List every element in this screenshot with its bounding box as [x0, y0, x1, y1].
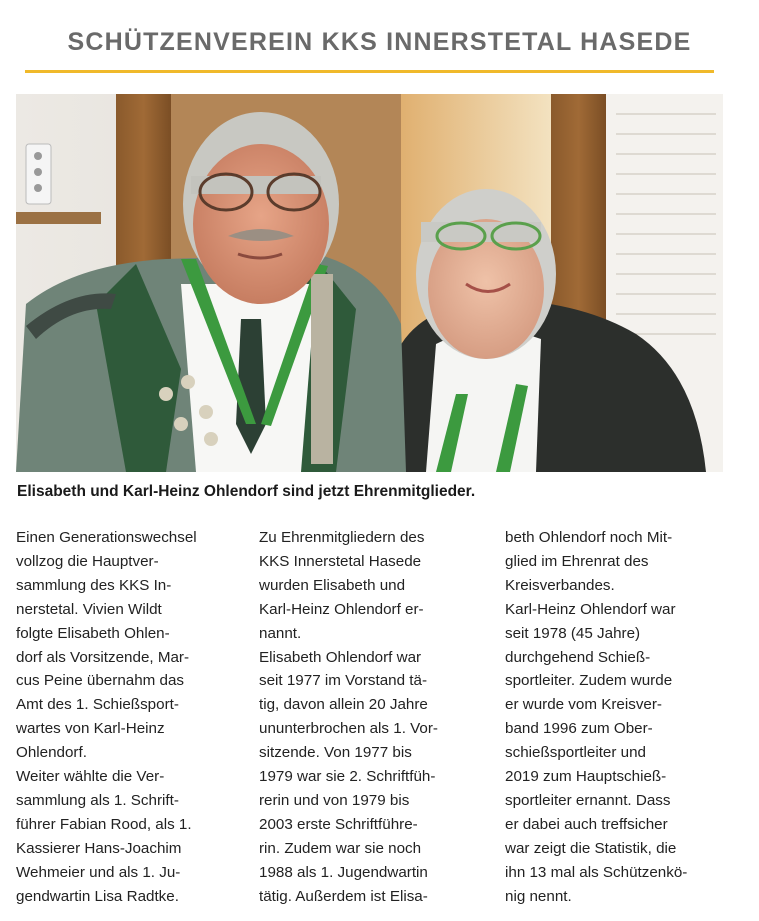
text-line: Elisabeth Ohlendorf war: [259, 648, 422, 666]
text-line: führer Fabian Rood, als 1.: [16, 815, 192, 833]
text-line: 1979 war sie 2. Schriftfüh-: [259, 768, 436, 786]
text-line: Kassierer Hans-Joachim: [16, 839, 182, 857]
text-line: durchgehend Schieß-: [505, 648, 651, 666]
text-line: dorf als Vorsitzende, Mar-: [16, 648, 190, 666]
text-line: Zu Ehrenmitgliedern des: [259, 529, 425, 546]
text-line: rerin und von 1979 bis: [259, 791, 410, 809]
text-line: 2003 erste Schriftführe-: [259, 815, 418, 833]
text-line: ununterbrochen als 1. Vor-: [259, 720, 438, 738]
text-line: Weiter wählte die Ver-: [16, 768, 165, 786]
text-line: wurden Elisabeth und: [259, 576, 406, 594]
text-line: Karl-Heinz Ohlendorf war: [505, 600, 676, 618]
text-line: rin. Zudem war sie noch: [259, 839, 422, 857]
text-line: beth Ohlendorf noch Mit-: [505, 529, 673, 546]
text-line: seit 1978 (45 Jahre): [505, 624, 641, 642]
text-line: nerstetal. Vivien Wildt: [16, 600, 162, 618]
text-line: sammlung des KKS In-: [16, 576, 172, 594]
text-line: tätig. Außerdem ist Elisa-: [259, 887, 428, 905]
text-line: KKS Innerstetal Hasede: [259, 552, 422, 570]
text-line: seit 1977 im Vorstand tä-: [259, 672, 427, 690]
text-line: war zeigt die Statistik, die: [505, 839, 677, 857]
text-line: band 1996 zum Ober-: [505, 720, 653, 738]
text-line: schießsportleiter und: [505, 744, 646, 762]
text-line: glied im Ehrenrat des: [505, 552, 649, 570]
text-line: tig, davon allein 20 Jahre: [259, 696, 428, 714]
text-line: Wehmeier und als 1. Ju-: [16, 863, 181, 881]
text-line: Karl-Heinz Ohlendorf er-: [259, 600, 424, 618]
text-line: Kreisverbandes.: [505, 576, 615, 594]
article-column-1: [16, 526, 251, 909]
text-line: er dabei auch treffsicher: [505, 815, 668, 833]
text-line: sportleiter ernannt. Dass: [505, 791, 671, 809]
text-line: sportleiter. Zudem wurde: [505, 672, 673, 690]
text-line: wartes von Karl-Heinz: [16, 720, 165, 738]
text-line: nig nennt.: [505, 887, 572, 905]
text-line: vollzog die Hauptver-: [16, 552, 159, 570]
text-line: 2019 zum Hauptschieß-: [505, 768, 667, 786]
article-headline: SCHÜTZENVEREIN KKS INNERSTETAL HASEDE: [67, 28, 692, 56]
headline-rule: [25, 70, 714, 73]
article-photo: [16, 94, 723, 472]
text-line: sitzende. Von 1977 bis: [259, 744, 412, 762]
text-line: cus Peine übernahm das: [16, 672, 185, 690]
text-line: Einen Generationswechsel: [16, 529, 197, 546]
text-line: sammlung als 1. Schrift-: [16, 791, 179, 809]
text-line: Amt des 1. Schießsport-: [16, 696, 179, 714]
article-column-3: [505, 526, 740, 909]
text-line: Ohlendorf.: [16, 744, 87, 762]
article-column-2: [259, 526, 494, 909]
photo-caption: Elisabeth und Karl-Heinz Ohlendorf sind jetzt Ehrenmitglieder.: [17, 483, 476, 500]
text-line: ihn 13 mal als Schützenkö-: [505, 863, 688, 881]
text-line: folgte Elisabeth Ohlen-: [16, 624, 170, 642]
text-line: er wurde vom Kreisver-: [505, 696, 662, 714]
text-line: 1988 als 1. Jugendwartin: [259, 863, 428, 881]
text-line: nannt.: [259, 624, 302, 642]
text-line: gendwartin Lisa Radtke.: [16, 887, 179, 905]
